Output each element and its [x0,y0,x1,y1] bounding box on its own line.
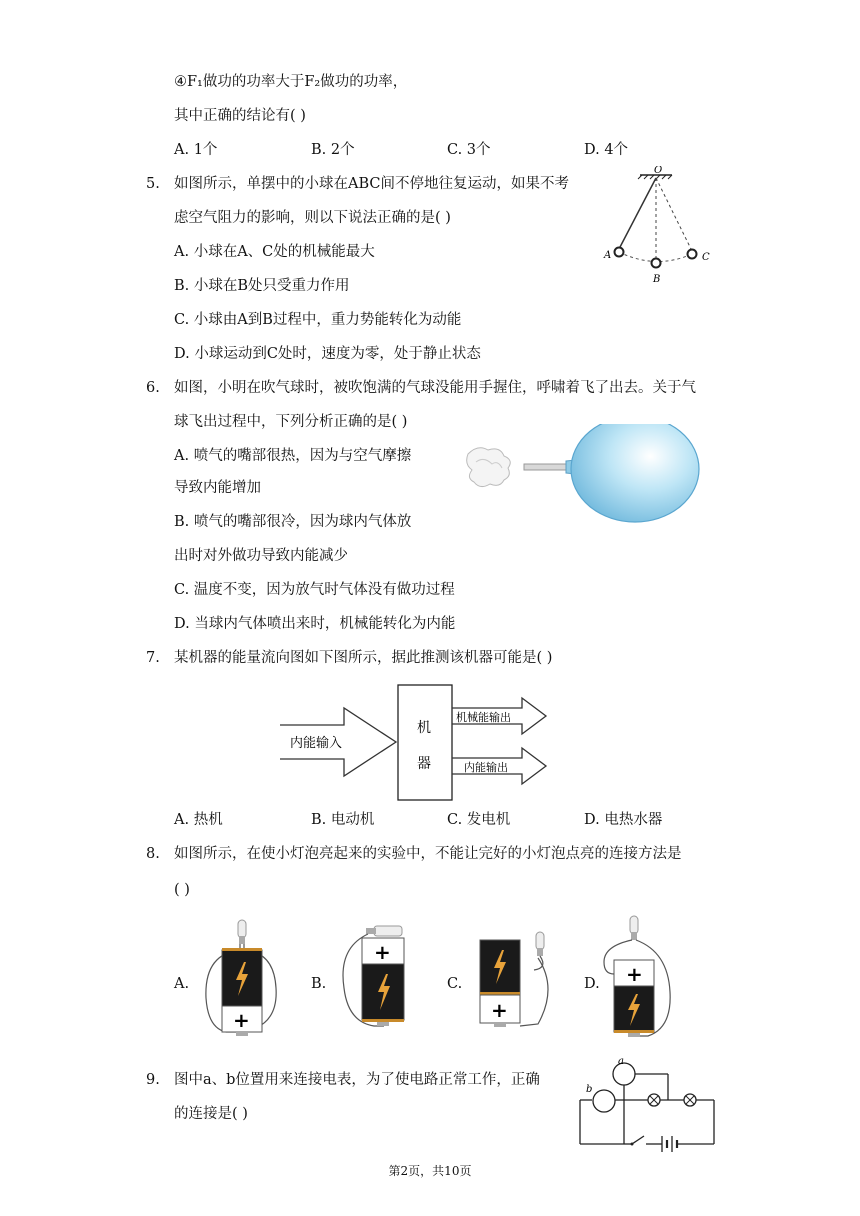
q4-option-d: D. 4个 [584,142,629,158]
energy-input-label: 内能输入 [290,736,343,751]
machine-label-bottom: 器 [417,756,431,772]
q9-text-1: 图中a、b位置用来连接电表，为了使电路正常工作，正确 [174,1072,540,1088]
pendulum-label-b: B [653,274,661,285]
pendulum-label-c: C [702,252,710,263]
pendulum-label-o: O [654,166,663,176]
mechanical-output-label: 机械能输出 [456,711,511,724]
battery-circuit-b [334,922,426,1034]
balloon-figure [458,424,708,528]
q7-text-1: 某机器的能量流向图如下图所示，据此推测该机器可能是( ) [174,650,553,666]
q8-option-c: C. [447,976,463,992]
q8-option-d: D. [584,976,600,992]
battery-circuit-a [196,918,286,1042]
q9-text-2: 的连接是( ) [174,1106,248,1122]
q8-number: 8. [146,846,160,862]
q8-option-a: A. [174,976,190,992]
battery-a-plus: + [233,1008,250,1032]
q5-text-2: 虑空气阻力的影响，则以下说法正确的是( ) [174,210,451,226]
q4-option-b: B. 2个 [311,142,355,158]
q5-text-1: 如图所示，单摆中的小球在ABC间不停地往复运动，如果不考 [174,176,569,192]
circuit-label-b: b [586,1084,593,1095]
internal-output-label: 内能输出 [464,761,508,774]
q8-text-1: 如图所示，在使小灯泡亮起来的实验中，不能让完好的小灯泡点亮的连接方法是 [174,846,682,862]
q7-option-a: A. 热机 [174,812,223,828]
q6-option-b: B. 喷气的嘴部很冷，因为球内气体放 [174,514,412,530]
energy-flow-diagram [278,682,552,804]
q4-option-a: A. 1个 [174,142,218,158]
circuit-figure [576,1058,720,1154]
pendulum-label-a: A [604,250,612,261]
battery-d-plus: + [626,962,643,986]
q5-option-d: D. 小球运动到C处时，速度为零，处于静止状态 [174,346,481,362]
battery-circuit-d [598,912,680,1042]
q6-option-d: D. 当球内气体喷出来时，机械能转化为内能 [174,616,456,632]
pendulum-figure [596,166,726,290]
machine-label-top: 机 [417,720,431,736]
q6-number: 6. [146,380,160,396]
q5-option-c: C. 小球由A到B过程中，重力势能转化为动能 [174,312,462,328]
q7-option-b: B. 电动机 [311,812,375,828]
q5-number: 5. [146,176,160,192]
q6-option-b-cont: 出时对外做功导致内能减少 [174,548,348,564]
q5-option-a: A. 小球在A、C处的机械能最大 [174,244,375,260]
q7-option-c: C. 发电机 [447,812,511,828]
q8-text-2: ( ) [174,882,190,898]
q5-option-b: B. 小球在B处只受重力作用 [174,278,350,294]
q6-option-c: C. 温度不变，因为放气时气体没有做功过程 [174,582,455,598]
q7-option-d: D. 电热水器 [584,812,663,828]
q7-number: 7. [146,650,160,666]
q9-number: 9. [146,1072,160,1088]
battery-circuit-c [468,928,564,1032]
q4-prompt: 其中正确的结论有( ) [174,108,306,124]
q4-statement-4: ④F₁做功的功率大于F₂做功的功率， [174,74,408,90]
q6-text-2: 球飞出过程中，下列分析正确的是( ) [174,414,408,430]
battery-c-plus: + [491,998,508,1022]
q6-option-a-cont: 导致内能增加 [174,480,261,496]
q8-option-b: B. [311,976,327,992]
page-footer: 第2页，共10页 [388,1164,472,1178]
circuit-label-a: a [618,1058,624,1067]
q4-option-c: C. 3个 [447,142,491,158]
battery-b-plus: + [374,940,391,964]
q6-option-a: A. 喷气的嘴部很热，因为与空气摩擦 [174,448,412,464]
q6-text-1: 如图，小明在吹气球时，被吹饱满的气球没能用手握住，呼啸着飞了出去。关于气 [174,380,696,396]
